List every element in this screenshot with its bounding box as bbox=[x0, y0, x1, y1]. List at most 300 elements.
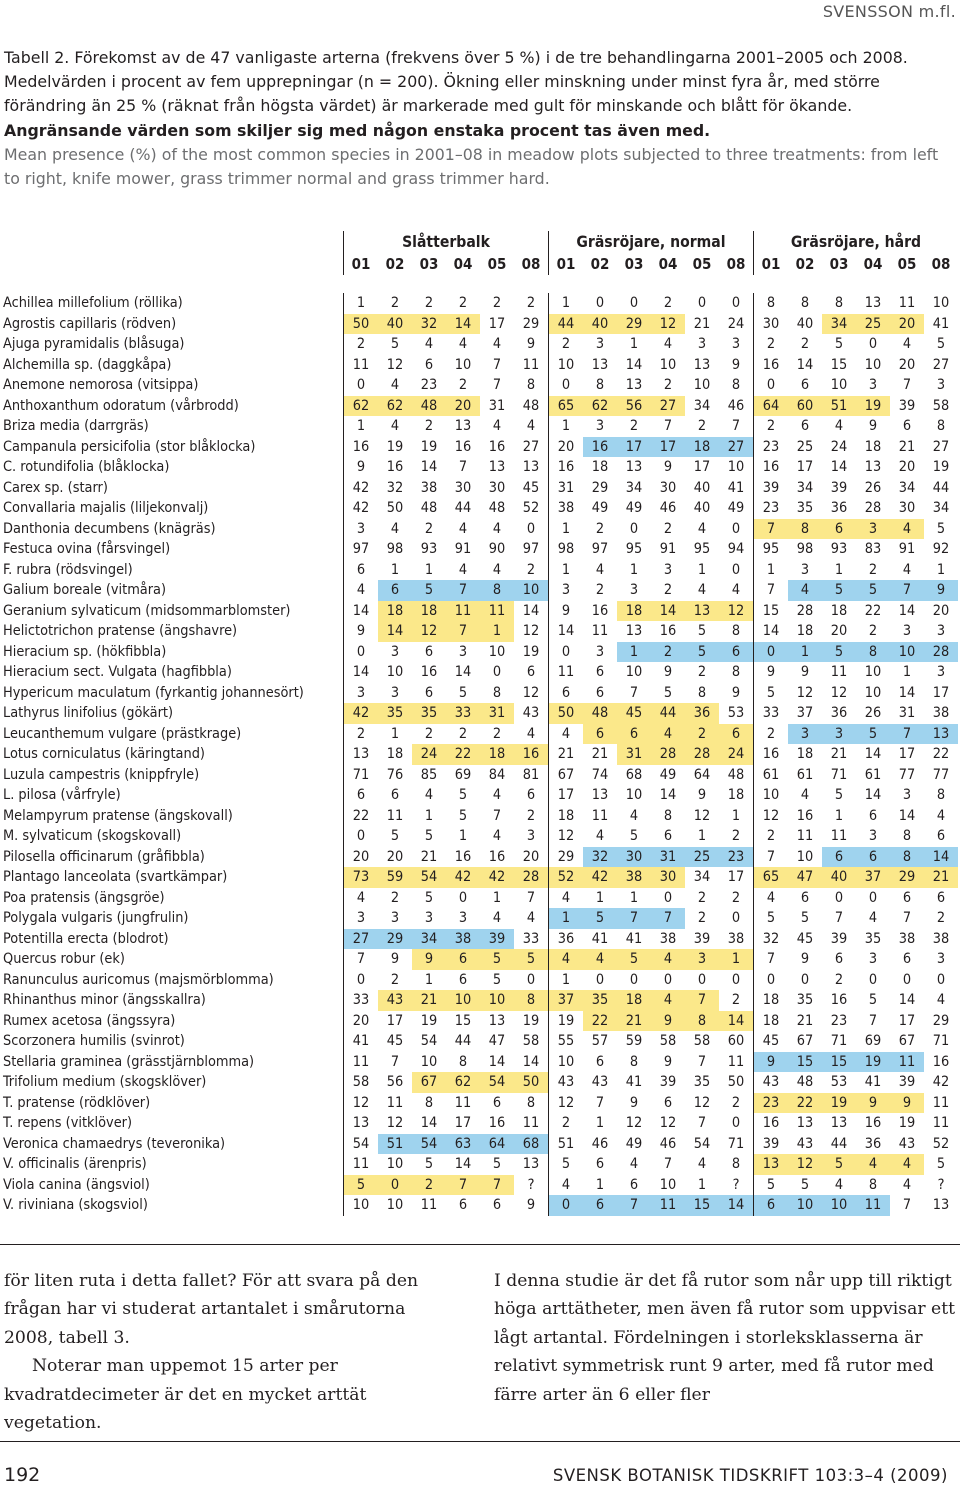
value-cell: 16 bbox=[754, 1113, 789, 1134]
value-cell: 93 bbox=[420, 541, 438, 557]
value-cell: 14 bbox=[488, 1053, 506, 1070]
value-cell: 1 bbox=[549, 293, 584, 314]
value-cell: 12 bbox=[693, 1094, 711, 1111]
value-cell: 4 bbox=[526, 418, 536, 434]
value-cell: 5 bbox=[480, 949, 514, 970]
value-cell: 16 bbox=[454, 438, 472, 455]
value-cell: 21 bbox=[420, 848, 438, 865]
species-name: C. rotundifolia (blåklocka) bbox=[3, 459, 170, 475]
value-cell: 11 bbox=[454, 1094, 472, 1111]
table-row bbox=[0, 314, 958, 335]
value-cell: 4 bbox=[788, 580, 822, 601]
value-cell: 0 bbox=[936, 971, 946, 988]
value-cell: 9 bbox=[868, 418, 878, 434]
value-cell: 11 bbox=[420, 1197, 438, 1213]
value-cell: 27 bbox=[344, 929, 379, 950]
value-cell: 36 bbox=[864, 1135, 882, 1152]
section-divider-bottom bbox=[0, 1441, 960, 1442]
value-cell: 6 bbox=[549, 683, 584, 704]
value-cell: 16 bbox=[488, 848, 506, 865]
table-row bbox=[0, 744, 958, 765]
value-cell: 10 bbox=[693, 377, 711, 393]
value-cell: 2 bbox=[412, 1175, 446, 1196]
value-cell: 8 bbox=[868, 1176, 878, 1193]
value-cell: 60 bbox=[788, 396, 822, 417]
species-name: Galium boreale (vitmåra) bbox=[3, 582, 167, 598]
value-cell: 74 bbox=[591, 766, 609, 783]
value-cell: 5 bbox=[390, 828, 400, 844]
value-cell: 23 bbox=[754, 1093, 789, 1114]
value-cell: 4 bbox=[492, 787, 502, 803]
value-cell: 49 bbox=[659, 766, 677, 783]
value-cell: 14 bbox=[651, 601, 685, 622]
value-cell: 2 bbox=[424, 520, 434, 537]
value-cell: 0 bbox=[344, 970, 379, 991]
value-cell: 1 bbox=[458, 828, 468, 844]
value-cell: 4 bbox=[697, 520, 707, 537]
table-row bbox=[0, 457, 958, 478]
value-cell: 8 bbox=[526, 1094, 536, 1111]
value-cell: 61 bbox=[864, 766, 882, 783]
value-cell: 7 bbox=[697, 1115, 707, 1131]
value-cell: 5 bbox=[822, 1154, 856, 1175]
value-cell: 5 bbox=[754, 683, 789, 704]
value-cell: 14 bbox=[898, 992, 916, 1008]
table-caption bbox=[4, 46, 956, 191]
value-cell: 92 bbox=[932, 541, 950, 557]
value-cell: 84 bbox=[488, 766, 506, 783]
value-cell: 5 bbox=[458, 684, 468, 701]
value-cell: 15 bbox=[454, 1012, 472, 1029]
value-cell: 38 bbox=[932, 705, 950, 721]
value-cell: 0 bbox=[492, 664, 502, 680]
value-cell: 1 bbox=[390, 725, 400, 742]
value-cell: 9 bbox=[651, 1011, 685, 1032]
year-header-cell: 03 bbox=[829, 255, 849, 273]
species-name: Viola canina (ängsviol) bbox=[3, 1176, 150, 1193]
value-cell: 6 bbox=[719, 642, 754, 663]
value-cell: 47 bbox=[788, 867, 822, 888]
value-cell: 12 bbox=[796, 684, 814, 701]
value-cell: 59 bbox=[378, 867, 412, 888]
value-cell: 1 bbox=[549, 970, 584, 991]
value-cell: 9 bbox=[663, 459, 673, 475]
value-cell: 11 bbox=[386, 1094, 404, 1111]
value-cell: 27 bbox=[522, 438, 540, 455]
value-cell: 8 bbox=[936, 418, 946, 434]
value-cell: 39 bbox=[480, 929, 514, 950]
value-cell: 14 bbox=[344, 662, 379, 683]
value-cell: 7 bbox=[834, 910, 844, 926]
value-cell: 6 bbox=[663, 828, 673, 844]
value-cell: 16 bbox=[830, 992, 848, 1008]
value-cell: 19 bbox=[386, 438, 404, 455]
value-cell: 38 bbox=[898, 930, 916, 947]
value-cell: 42 bbox=[932, 1074, 950, 1090]
value-cell: 4 bbox=[936, 807, 946, 824]
value-cell: 3 bbox=[856, 519, 890, 540]
value-cell: 10 bbox=[727, 459, 745, 475]
value-cell: 18 bbox=[796, 746, 814, 762]
value-cell: 8 bbox=[458, 1053, 468, 1070]
value-cell: 3 bbox=[458, 643, 468, 660]
value-cell: 53 bbox=[830, 1074, 848, 1090]
value-cell: 0 bbox=[731, 295, 741, 311]
value-cell: 7 bbox=[480, 1175, 514, 1196]
species-name: Stellaria graminea (grässtjärnblomma) bbox=[3, 1053, 255, 1070]
value-cell: 44 bbox=[454, 1033, 472, 1049]
value-cell: 27 bbox=[932, 356, 950, 373]
value-cell: 2 bbox=[458, 295, 468, 311]
value-cell: 2 bbox=[754, 334, 789, 355]
value-cell: 21 bbox=[693, 315, 711, 332]
value-cell: 1 bbox=[595, 1176, 605, 1193]
value-cell: 71 bbox=[830, 766, 848, 783]
table-row bbox=[0, 375, 958, 396]
value-cell: 24 bbox=[719, 744, 754, 765]
value-cell: 4 bbox=[424, 336, 434, 352]
value-cell: 8 bbox=[731, 1156, 741, 1172]
value-cell: 2 bbox=[424, 418, 434, 434]
value-cell: 2 bbox=[834, 971, 844, 988]
species-name: Polygala vulgaris (jungfrulin) bbox=[3, 910, 189, 926]
value-cell: 50 bbox=[727, 1074, 745, 1090]
value-cell: 62 bbox=[583, 396, 617, 417]
species-name: Hieracium sect. Vulgata (hagfibbla) bbox=[3, 664, 232, 680]
value-cell: 1 bbox=[719, 949, 754, 970]
value-cell: 54 bbox=[412, 867, 446, 888]
value-cell: 3 bbox=[390, 910, 400, 926]
value-cell: 2 bbox=[651, 642, 685, 663]
value-cell: 3 bbox=[788, 724, 822, 745]
value-cell: 1 bbox=[629, 889, 639, 906]
value-cell: 42 bbox=[446, 867, 480, 888]
value-cell: 6 bbox=[902, 951, 912, 967]
value-cell: 40 bbox=[693, 500, 711, 516]
value-cell: 67 bbox=[412, 1072, 446, 1093]
value-cell: 5 bbox=[549, 1154, 584, 1175]
value-cell: 58 bbox=[932, 397, 950, 414]
value-cell: 2 bbox=[697, 889, 707, 906]
value-cell: 18 bbox=[685, 437, 719, 458]
year-header-cell: 05 bbox=[897, 255, 917, 273]
value-cell: 4 bbox=[458, 561, 468, 578]
value-cell: 10 bbox=[625, 664, 643, 680]
value-cell: 37 bbox=[549, 990, 584, 1011]
value-cell: 20 bbox=[344, 1011, 379, 1032]
value-cell: 3 bbox=[526, 828, 536, 844]
value-cell: 45 bbox=[386, 1033, 404, 1049]
value-cell: 18 bbox=[412, 601, 446, 622]
value-cell: 95 bbox=[693, 541, 711, 557]
value-cell: 0 bbox=[549, 1195, 584, 1216]
value-cell: 0 bbox=[754, 375, 789, 396]
value-cell: 24 bbox=[727, 315, 745, 332]
table-row bbox=[0, 662, 958, 683]
value-cell: 76 bbox=[386, 766, 404, 783]
value-cell: 41 bbox=[625, 930, 643, 947]
value-cell: 20 bbox=[549, 437, 584, 458]
value-cell: 7 bbox=[617, 908, 651, 929]
value-cell: 6 bbox=[424, 684, 434, 701]
value-cell: 36 bbox=[830, 705, 848, 721]
value-cell: 9 bbox=[856, 1093, 890, 1114]
caption-swedish-bold: Angränsande värden som skiljer sig med någon enstaka procent tas även med. bbox=[4, 120, 711, 140]
value-cell: 2 bbox=[390, 295, 400, 311]
value-cell: 64 bbox=[754, 396, 789, 417]
table-row bbox=[0, 765, 958, 786]
value-cell: 6 bbox=[424, 643, 434, 660]
value-cell: 0 bbox=[697, 971, 707, 988]
species-name: Alchemilla sp. (daggkåpa) bbox=[3, 356, 172, 373]
value-cell: 38 bbox=[446, 929, 480, 950]
value-cell: 55 bbox=[549, 1031, 584, 1052]
value-cell: 14 bbox=[522, 602, 540, 619]
group-header-knife-mower: Slåtterbalk bbox=[344, 231, 549, 253]
value-cell: 48 bbox=[488, 500, 506, 516]
value-cell: 13 bbox=[693, 356, 711, 373]
value-cell: 1 bbox=[595, 1115, 605, 1131]
value-cell: 17 bbox=[898, 746, 916, 762]
value-cell: 18 bbox=[727, 787, 745, 803]
value-cell: 11 bbox=[344, 1052, 379, 1073]
value-cell: 21 bbox=[617, 1011, 651, 1032]
value-cell: 37 bbox=[856, 867, 890, 888]
value-cell: 23 bbox=[830, 1012, 848, 1029]
value-cell: 2 bbox=[344, 334, 379, 355]
value-cell: 4 bbox=[344, 580, 379, 601]
value-cell: 2 bbox=[629, 418, 639, 434]
value-cell: 18 bbox=[386, 746, 404, 762]
value-cell: 43 bbox=[522, 705, 540, 721]
value-cell: 8 bbox=[890, 847, 924, 868]
value-cell: 45 bbox=[617, 703, 651, 724]
species-name: Briza media (darrgräs) bbox=[3, 418, 149, 434]
value-cell: 18 bbox=[796, 623, 814, 639]
species-name: L. pilosa (vårfryle) bbox=[3, 787, 121, 803]
value-cell: 57 bbox=[591, 1033, 609, 1049]
value-cell: 42 bbox=[583, 867, 617, 888]
table-row bbox=[0, 908, 958, 929]
species-name: Luzula campestris (knippfryle) bbox=[3, 766, 200, 783]
value-cell: 1 bbox=[936, 561, 946, 578]
value-cell: 23 bbox=[754, 437, 789, 458]
value-cell: 18 bbox=[830, 602, 848, 619]
table-row bbox=[0, 1031, 958, 1052]
value-cell: 10 bbox=[625, 787, 643, 803]
value-cell: 7 bbox=[492, 807, 502, 824]
value-cell: 6 bbox=[583, 724, 617, 745]
table-row bbox=[0, 1195, 958, 1216]
value-cell: 17 bbox=[549, 785, 584, 806]
table-row bbox=[0, 970, 958, 991]
value-cell: 48 bbox=[412, 396, 446, 417]
value-cell: 7 bbox=[754, 519, 789, 540]
value-cell: 0 bbox=[731, 971, 741, 988]
value-cell: 34 bbox=[693, 869, 711, 885]
value-cell: 10 bbox=[830, 377, 848, 393]
species-name: Geranium sylvaticum (midsommarblomster) bbox=[3, 602, 291, 619]
table-row bbox=[0, 396, 958, 417]
value-cell: 44 bbox=[454, 500, 472, 516]
year-header-cell: 01 bbox=[549, 253, 584, 275]
value-cell: 1 bbox=[902, 664, 912, 680]
species-name: Quercus robur (ek) bbox=[3, 951, 125, 967]
value-cell: 14 bbox=[754, 621, 789, 642]
species-table-body bbox=[0, 231, 958, 1216]
value-cell: 7 bbox=[890, 580, 924, 601]
table-row bbox=[0, 1052, 958, 1073]
value-cell: 29 bbox=[617, 314, 651, 335]
species-name: Ajuga pyramidalis (blåsuga) bbox=[3, 336, 185, 352]
value-cell: 2 bbox=[685, 724, 719, 745]
value-cell: 0 bbox=[868, 889, 878, 906]
value-cell: 2 bbox=[526, 561, 536, 578]
value-cell: 18 bbox=[754, 1011, 789, 1032]
value-cell: 5 bbox=[800, 1176, 810, 1193]
value-cell: 38 bbox=[932, 930, 950, 947]
value-cell: 0 bbox=[731, 1115, 741, 1131]
value-cell: 95 bbox=[625, 541, 643, 557]
value-cell: 10 bbox=[386, 1197, 404, 1213]
value-cell: 69 bbox=[864, 1033, 882, 1049]
value-cell: 51 bbox=[549, 1134, 584, 1155]
value-cell: 42 bbox=[344, 478, 379, 499]
value-cell: 16 bbox=[932, 1053, 950, 1070]
value-cell: 0 bbox=[344, 642, 379, 663]
value-cell: 49 bbox=[625, 500, 643, 516]
table-row bbox=[0, 539, 958, 560]
value-cell: 9 bbox=[731, 356, 741, 373]
value-cell: 4 bbox=[549, 888, 584, 909]
year-header-cell: 08 bbox=[726, 255, 746, 273]
value-cell: 46 bbox=[591, 1135, 609, 1152]
value-cell: 4 bbox=[458, 336, 468, 352]
value-cell: 5 bbox=[458, 787, 468, 803]
value-cell: 21 bbox=[898, 438, 916, 455]
value-cell: 1 bbox=[834, 561, 844, 578]
value-cell: 11 bbox=[522, 356, 540, 373]
value-cell: 6 bbox=[458, 1197, 468, 1213]
value-cell: 5 bbox=[856, 724, 890, 745]
value-cell: 13 bbox=[454, 418, 472, 434]
value-cell: 37 bbox=[796, 705, 814, 721]
value-cell: 7 bbox=[446, 1175, 480, 1196]
value-cell: 0 bbox=[754, 970, 789, 991]
value-cell: 5 bbox=[617, 949, 651, 970]
value-cell: 38 bbox=[549, 498, 584, 519]
species-name: Danthonia decumbens (knägräs) bbox=[3, 520, 216, 537]
value-cell: 98 bbox=[796, 541, 814, 557]
species-name: Carex sp. (starr) bbox=[3, 479, 108, 496]
value-cell: 5 bbox=[458, 807, 468, 824]
value-cell: 5 bbox=[936, 336, 946, 352]
value-cell: 46 bbox=[727, 397, 745, 414]
table-row bbox=[0, 580, 958, 601]
value-cell: 3 bbox=[390, 684, 400, 701]
value-cell: 4 bbox=[390, 418, 400, 434]
value-cell: 7 bbox=[617, 1195, 651, 1216]
value-cell: 8 bbox=[902, 828, 912, 844]
value-cell: 31 bbox=[488, 397, 506, 414]
value-cell: 38 bbox=[727, 930, 745, 947]
table-row bbox=[0, 826, 958, 847]
value-cell: 65 bbox=[754, 867, 789, 888]
value-cell: 18 bbox=[617, 990, 651, 1011]
value-cell: 19 bbox=[932, 459, 950, 475]
value-cell: 61 bbox=[754, 765, 789, 786]
value-cell: 42 bbox=[344, 703, 379, 724]
value-cell: 41 bbox=[932, 315, 950, 332]
group-header-trimmer-normal: Gräsröjare, normal bbox=[549, 231, 754, 253]
value-cell: 98 bbox=[549, 539, 584, 560]
value-cell: 49 bbox=[727, 500, 745, 516]
value-cell: 39 bbox=[754, 1134, 789, 1155]
value-cell: 16 bbox=[549, 457, 584, 478]
value-cell: 1 bbox=[492, 889, 502, 906]
value-cell: 54 bbox=[412, 1134, 446, 1155]
value-cell: 16 bbox=[659, 623, 677, 639]
table-row bbox=[0, 293, 958, 314]
value-cell: 0 bbox=[344, 826, 379, 847]
value-cell: 3 bbox=[458, 910, 468, 926]
value-cell: 16 bbox=[583, 437, 617, 458]
value-cell: 48 bbox=[796, 1074, 814, 1090]
value-cell: 13 bbox=[591, 356, 609, 373]
caption-swedish: Tabell 2. Förekomst av de 47 vanligaste arterna (frekvens över 5 %) i de tre behandlingarna 2001–2005 och 2008. Medelvärden i procent av fem upprepningar (n = 200). Ökning eller minskning under minst fyra år, med större förändring än 25 % (räknat från högsta värdet) är markerade med gult för minskande och blått för ökande. bbox=[4, 48, 908, 116]
species-name: Achillea millefolium (röllika) bbox=[3, 295, 183, 311]
value-cell: 16 bbox=[591, 602, 609, 619]
value-cell: 10 bbox=[480, 990, 514, 1011]
table-row bbox=[0, 560, 958, 581]
value-cell: 15 bbox=[788, 1052, 822, 1073]
value-cell: 6 bbox=[663, 1094, 673, 1111]
value-cell: 9 bbox=[526, 336, 536, 352]
value-cell: 0 bbox=[526, 520, 536, 537]
value-cell: 20 bbox=[932, 602, 950, 619]
species-name: Rhinanthus minor (ängsskallra) bbox=[3, 992, 206, 1008]
table-row bbox=[0, 888, 958, 909]
value-cell: 30 bbox=[651, 867, 685, 888]
value-cell: 6 bbox=[526, 664, 536, 680]
value-cell: 0 bbox=[754, 642, 789, 663]
value-cell: 17 bbox=[898, 1012, 916, 1029]
value-cell: 54 bbox=[420, 1033, 438, 1049]
value-cell: 4 bbox=[492, 910, 502, 926]
value-cell: 4 bbox=[834, 1176, 844, 1193]
value-cell: 0 bbox=[731, 520, 741, 537]
value-cell: 39 bbox=[830, 479, 848, 496]
value-cell: 71 bbox=[932, 1033, 950, 1049]
species-name: F. rubra (rödsvingel) bbox=[3, 561, 133, 578]
value-cell: 12 bbox=[719, 601, 754, 622]
value-cell: 2 bbox=[697, 910, 707, 926]
value-cell: 13 bbox=[522, 459, 540, 475]
value-cell: 13 bbox=[864, 295, 882, 311]
value-cell: 4 bbox=[663, 336, 673, 352]
value-cell: 4 bbox=[902, 561, 912, 578]
value-cell: 14 bbox=[659, 787, 677, 803]
value-cell: 25 bbox=[856, 314, 890, 335]
value-cell: 50 bbox=[386, 500, 404, 516]
value-cell: 39 bbox=[659, 1074, 677, 1090]
value-cell: 10 bbox=[386, 1156, 404, 1172]
value-cell: 6 bbox=[800, 377, 810, 393]
value-cell: 13 bbox=[344, 1113, 379, 1134]
value-cell: 12 bbox=[522, 684, 540, 701]
value-cell: 4 bbox=[800, 787, 810, 803]
value-cell: 14 bbox=[420, 1115, 438, 1131]
